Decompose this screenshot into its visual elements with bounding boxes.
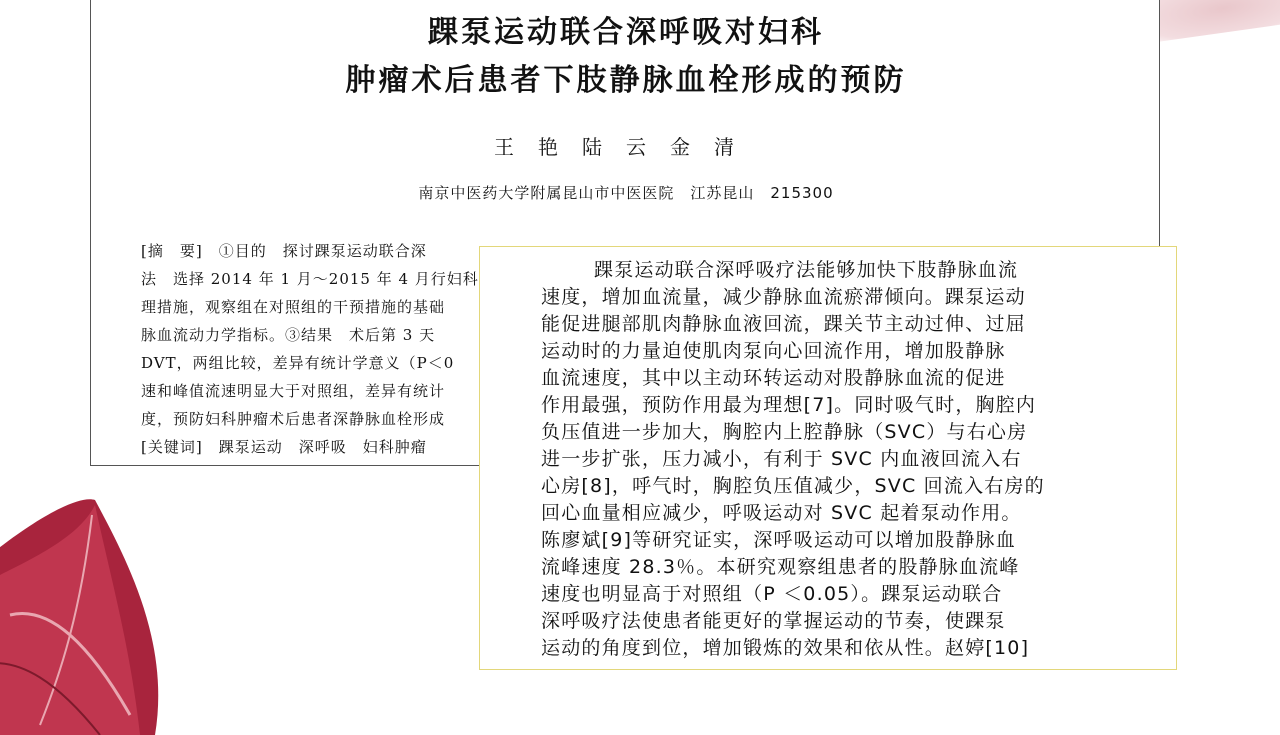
abstract-line: 度，预防妇科肿瘤术后患者深静脉血栓形成 [141, 410, 446, 428]
excerpt-line: 踝泵运动联合深呼吸疗法能够加快下肢静脉血流 [594, 259, 1019, 281]
excerpt-line: 能促进腿部肌肉静脉血液回流，踝关节主动过伸、过屈 [541, 313, 1026, 335]
abstract-line: DVT，两组比较，差异有统计学意义（P＜0 [141, 354, 455, 372]
excerpt-line: 作用最强，预防作用最为理想[7]。同时吸气时，胸腔内 [541, 394, 1037, 416]
excerpt-line: 运动时的力量迫使肌肉泵向心回流作用，增加股静脉 [541, 340, 1006, 362]
excerpt-line: 速度也明显高于对照组（P ＜0.05）。踝泵运动联合 [541, 583, 1003, 605]
paper-authors: 王艳陆云金清 [494, 135, 758, 159]
excerpt-line: 进一步扩张，压力减小，有利于 SVC 内血液回流入右 [541, 448, 1022, 470]
paper-title-line-2: 肿瘤术后患者下肢静脉血栓形成的预防 [345, 63, 907, 98]
excerpt-line: 血流速度，其中以主动环转运动对股静脉血流的促进 [541, 367, 1006, 389]
excerpt-line: 陈廖斌[9]等研究证实，深呼吸运动可以增加股静脉血 [541, 529, 1016, 551]
paper-affiliation: 南京中医药大学附属昆山市中医医院 江苏昆山 215300 [418, 184, 834, 202]
abstract-line: 速和峰值流速明显大于对照组，差异有统计 [141, 382, 446, 400]
abstract-line: 法 选择 2014 年 1 月～2015 年 4 月行妇科 [141, 270, 479, 288]
abstract-line: [摘 要] ①目的 探讨踝泵运动联合深 [141, 242, 427, 260]
paper-title-line-1: 踝泵运动联合深呼吸对妇科 [428, 15, 824, 50]
excerpt-line: 心房[8]，呼气时，胸腔负压值减少，SVC 回流入右房的 [541, 475, 1045, 497]
excerpt-line: 负压值进一步加大，胸腔内上腔静脉（SVC）与右心房 [541, 421, 1028, 443]
decorative-leaf-bottom [0, 495, 200, 735]
excerpt-line: 速度，增加血流量，减少静脉血流瘀滞倾向。踝泵运动 [541, 286, 1026, 308]
abstract-line: 理措施，观察组在对照组的干预措施的基础 [141, 298, 446, 316]
abstract-line: 脉血流动力学指标。③结果 术后第 3 天 [141, 326, 436, 344]
decorative-leaf-top [1147, 0, 1280, 42]
excerpt-line: 运动的角度到位，增加锻炼的效果和依从性。赵婷[10] [541, 637, 1030, 659]
excerpt-line: 深呼吸疗法使患者能更好的掌握运动的节奏，使踝泵 [541, 610, 1006, 632]
excerpt-line: 流峰速度 28.3％。本研究观察组患者的股静脉血流峰 [541, 556, 1020, 578]
excerpt-line: 回心血量相应减少，呼吸运动对 SVC 起着泵动作用。 [541, 502, 1022, 524]
zoomed-excerpt [479, 246, 1177, 670]
keywords-line: [关键词] 踝泵运动 深呼吸 妇科肿瘤 [141, 438, 427, 456]
